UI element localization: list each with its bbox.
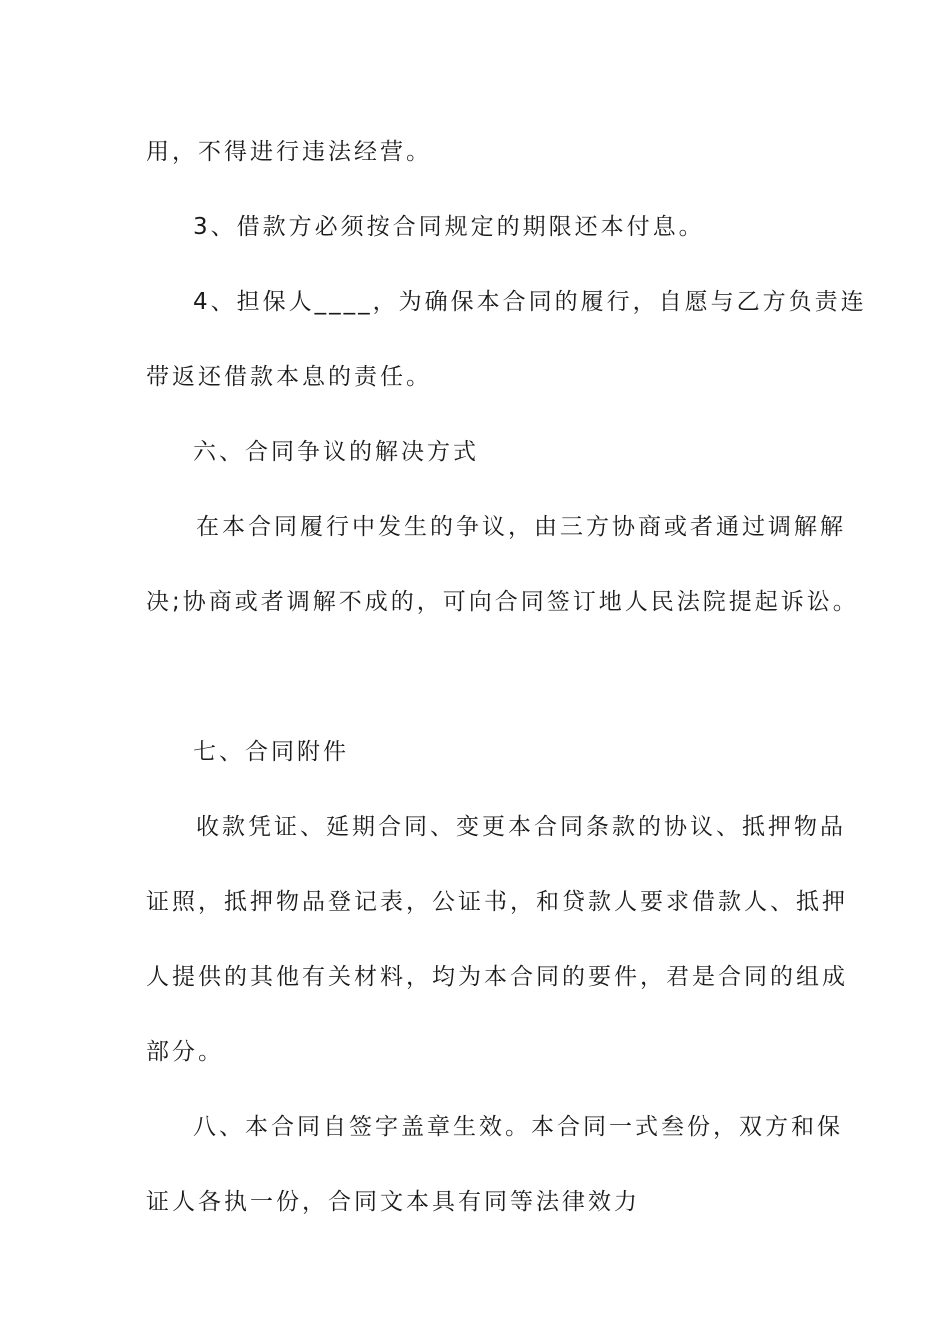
paragraph-line: 收款凭证、延期合同、变更本合同条款的协议、抵押物品 (196, 814, 846, 840)
paragraph-line: 用，不得进行违法经营。 (146, 139, 432, 165)
paragraph-line: 人提供的其他有关材料，均为本合同的要件，君是合同的组成 (146, 964, 848, 990)
paragraph-line: 在本合同履行中发生的争议，由三方协商或者通过调解解 (196, 514, 846, 540)
paragraph-line: 3、借款方必须按合同规定的期限还本付息。 (193, 214, 705, 240)
paragraph-line: 4、担保人____，为确保本合同的履行，自愿与乙方负责连 (193, 289, 867, 315)
paragraph-line: 证照，抵押物品登记表，公证书，和贷款人要求借款人、抵押 (146, 889, 848, 915)
paragraph-line: 部分。 (146, 1039, 224, 1065)
paragraph-line: 证人各执一份，合同文本具有同等法律效力 (146, 1189, 640, 1215)
section-heading: 六、合同争议的解决方式 (193, 439, 479, 465)
section-heading: 七、合同附件 (193, 739, 349, 765)
paragraph-line: 带返还借款本息的责任。 (146, 364, 432, 390)
paragraph-line: 八、本合同自签字盖章生效。本合同一式叁份，双方和保 (193, 1114, 843, 1140)
paragraph-line: 决;协商或者调解不成的，可向合同签订地人民法院提起诉讼。 (146, 589, 859, 615)
